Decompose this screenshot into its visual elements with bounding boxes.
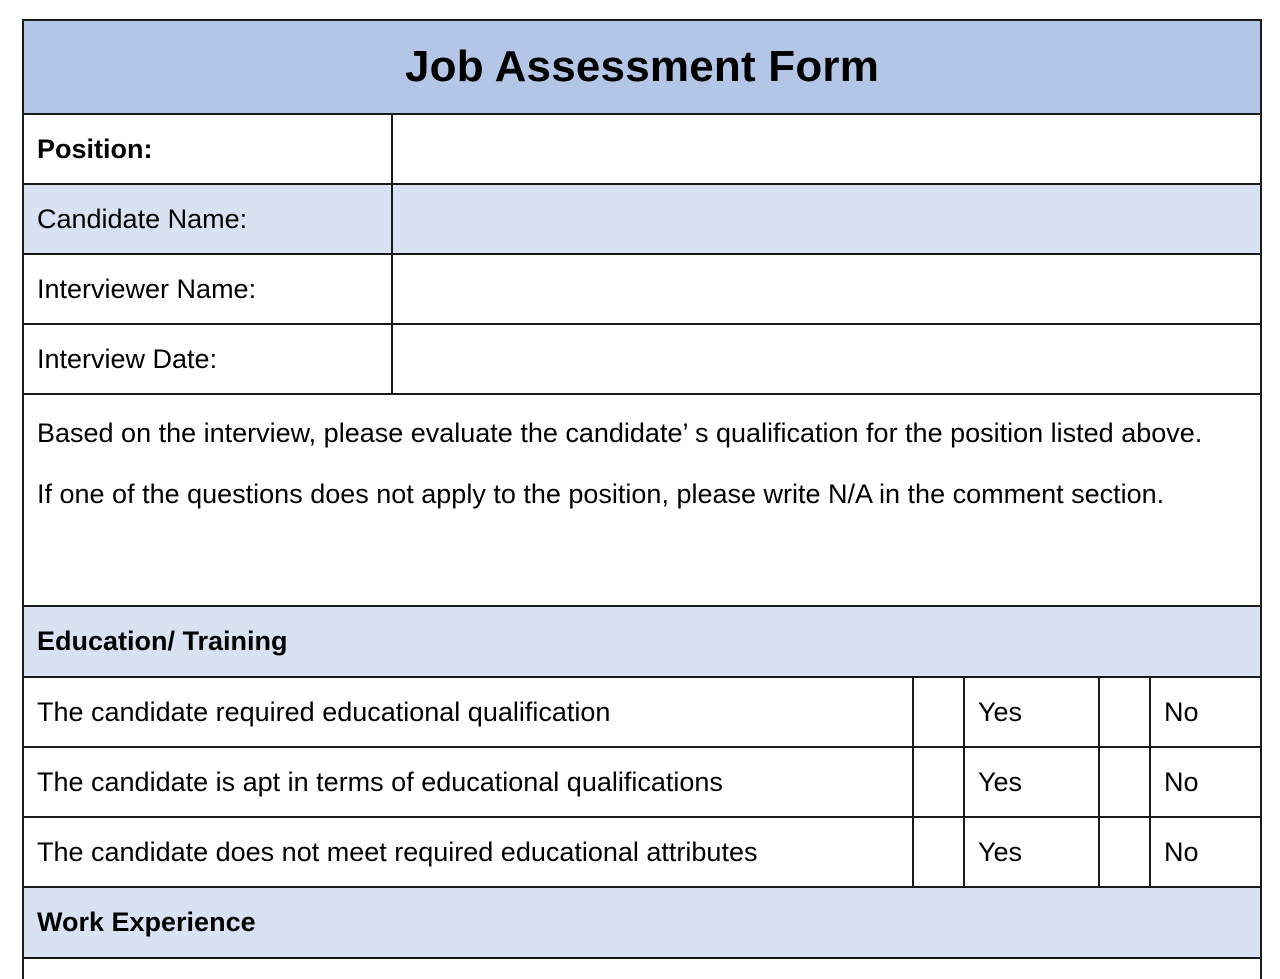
- candidate-name-row: [24, 185, 1260, 255]
- candidate-name-label: Candidate Name:: [24, 185, 393, 253]
- question-row: [24, 678, 1260, 748]
- no-label: No: [1164, 836, 1199, 867]
- form-header: [24, 21, 1260, 115]
- instructions-row: [24, 395, 1260, 607]
- no-checkbox[interactable]: [1100, 678, 1151, 746]
- interviewer-name-label: Interviewer Name:: [24, 255, 393, 323]
- yes-label: Yes: [965, 748, 1100, 816]
- yes-label: Yes: [965, 818, 1100, 886]
- no-checkbox[interactable]: [1100, 748, 1151, 816]
- yes-checkbox[interactable]: [914, 678, 965, 746]
- interview-date-label: Interview Date:: [24, 325, 393, 393]
- interviewer-name-input[interactable]: [393, 255, 1260, 323]
- interview-date-row: [24, 325, 1260, 395]
- interviewer-name-field-cell: [393, 255, 1260, 323]
- job-assessment-form: [22, 19, 1262, 979]
- question-text: The candidate does not meet required educational attributes: [24, 818, 914, 886]
- yes-checkbox[interactable]: [914, 748, 965, 816]
- section-education-training: [24, 607, 1260, 678]
- question-text: The candidate is apt in terms of educational qualifications: [24, 748, 914, 816]
- section-title: Education/ Training: [37, 626, 288, 656]
- form-title: Job Assessment Form: [404, 42, 880, 91]
- no-label: No: [1164, 766, 1199, 797]
- instructions-text: Based on the interview, please evaluate the candidate’ s qualification for the position listed above. If one of the questions does not apply to the position, please write N/A in the comment section.: [37, 418, 1203, 509]
- yes-label: Yes: [965, 678, 1100, 746]
- no-label: No: [1164, 696, 1199, 727]
- interview-date-field-cell: [393, 325, 1260, 393]
- question-row: [24, 818, 1260, 888]
- candidate-name-field-cell: [393, 185, 1260, 253]
- question-text: The candidate required educational qualification: [24, 678, 914, 746]
- position-field-cell: [393, 115, 1260, 183]
- position-row: [24, 115, 1260, 185]
- question-row: [24, 748, 1260, 818]
- position-label: Position:: [24, 115, 393, 183]
- section-title: Work Experience: [37, 907, 256, 937]
- candidate-name-input[interactable]: [393, 185, 1260, 253]
- interview-date-input[interactable]: [393, 325, 1260, 393]
- position-input[interactable]: [393, 115, 1260, 183]
- interviewer-name-row: [24, 255, 1260, 325]
- no-checkbox[interactable]: [1100, 818, 1151, 886]
- section-work-experience: [24, 888, 1260, 959]
- yes-checkbox[interactable]: [914, 818, 965, 886]
